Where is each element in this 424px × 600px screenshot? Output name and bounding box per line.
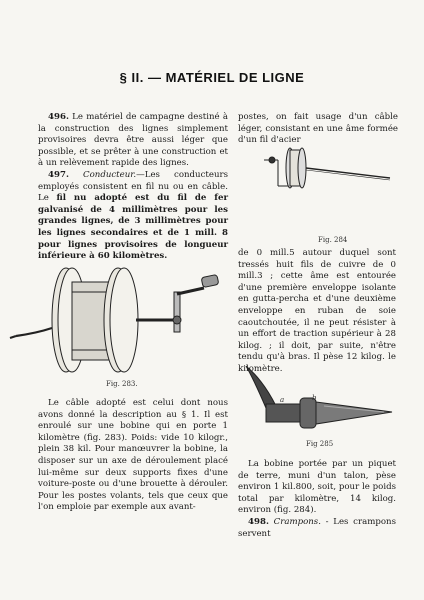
paragraph-text: - Les crampons servent xyxy=(238,516,396,539)
figure-285-stake xyxy=(244,362,394,438)
paragraph-text: Le matériel de campagne destiné à la construction des lignes simplement provisoires devra être aussi léger que possible, et se prêter à une construction et à un relèvement rapide des lignes. xyxy=(38,112,228,169)
paragraph-number: 497. xyxy=(48,169,69,180)
paragraph-496 xyxy=(38,112,228,170)
figure-284-caption: Fig. 284 xyxy=(318,236,348,244)
paragraph-number: 496. xyxy=(48,112,69,122)
paragraph-title: Crampons. xyxy=(268,516,321,527)
paragraph-497 xyxy=(38,170,228,263)
figure-284-reel xyxy=(258,138,398,230)
paragraph-bobbin-weight: La bobine portée par un piquet de terre, muni d'un talon, pèse environ 1 kil.800, soit, pour le poids total par kilomètre, 14 kilog. environ (fig. 284). xyxy=(238,459,396,516)
paragraph-text: —Les conducteurs employés consistent en fil nu ou en câble. Le xyxy=(38,169,228,204)
right-column-bottom xyxy=(238,459,396,540)
paragraph-cable: Le câble adopté est celui dont nous avons donné la description au § 1. Il est enroulé sur une bobine qui en porte 1 kilomètre (fig. 283). Poids: vide 10 kilogr., plein 38 kil. Pour manœuvrer la bobine, la disposer sur un axe de déroulement placé lui-même sur deux supports fixes d'une voiture-poste ou d'une brouette à dérouler. Pour les postes volants, tels que ceux que l'on emploie par exemple aux avant- xyxy=(38,398,228,513)
figure-283-bobbin xyxy=(8,262,228,380)
figure-285-caption: Fig 285 xyxy=(306,440,334,448)
paragraph-bold-text: fil nu adopté est du fil de fer galvanisé de 4 millimètres pour les grandes lignes, de 3 millimètres pour les lignes secondaires et de 1 mill. 8 pour lignes provisoires de longueur inférieure à 60 kilomètres. xyxy=(38,193,228,262)
figure-285-label-b: b xyxy=(312,394,317,402)
paragraph-cable-core: de 0 mill.5 autour duquel sont tressés huit fils de cuivre de 0 mill.3 ; cette âme est entourée d'une première enveloppe isolante en gutta-percha et d'une deuxième enveloppe en ruban de soie caoutchoutée, il ne peut résister à un effort de traction supérieur à 28 kilog. ; il doit, par suite, n'être tendu qu'à bras. Il pèse 12 kilog. le kilomètre. xyxy=(238,248,396,374)
right-column-middle xyxy=(238,248,396,376)
left-column-bottom xyxy=(38,398,228,514)
left-column-top xyxy=(38,112,228,263)
paragraph-title: Conducteur. xyxy=(68,169,137,180)
figure-283-caption: Fig. 283. xyxy=(106,380,138,388)
figure-285-label-a: a xyxy=(280,396,285,404)
paragraph-continuation: postes, on fait usage d'un câble léger, consistant en une âme formée d'un fil d'acier xyxy=(238,112,398,146)
page-title: § II. — MATÉRIEL DE LIGNE xyxy=(119,70,305,85)
paragraph-498 xyxy=(238,517,396,540)
paragraph-number: 498. xyxy=(248,516,269,527)
